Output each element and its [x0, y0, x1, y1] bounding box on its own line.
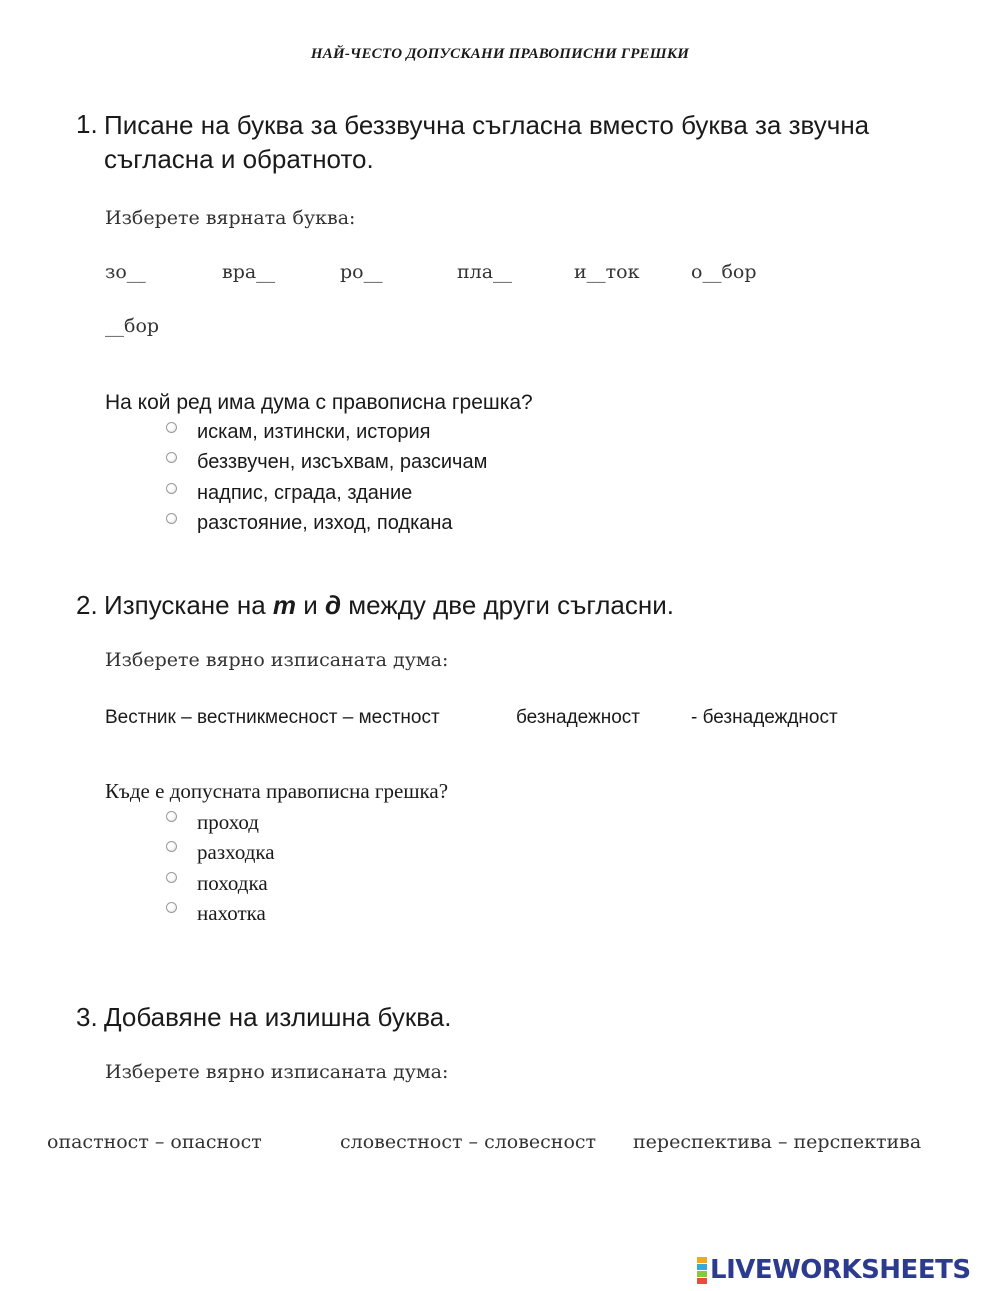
- page-title: НАЙ-ЧЕСТО ДОПУСКАНИ ПРАВОПИСНИ ГРЕШКИ: [310, 46, 690, 62]
- word-choice-2[interactable]: безнадежност: [516, 707, 641, 728]
- section-2-instruction: Изберете вярно изписаната дума:: [105, 649, 449, 671]
- word-choice-6[interactable]: переспектива – перспектива: [633, 1131, 922, 1153]
- fill-blank-3[interactable]: ро__: [340, 261, 383, 283]
- section-1-question: На кой ред има дума с правописна грешка?: [105, 391, 533, 414]
- radio-option-6[interactable]: [166, 841, 177, 852]
- radio-option-7[interactable]: [166, 872, 177, 883]
- fill-blank-6[interactable]: о__бор: [691, 261, 757, 283]
- section-2-question: Къде е допусната правописна грешка?: [105, 779, 449, 803]
- logo-tiles-icon: [697, 1257, 707, 1284]
- logo-tile-i: [697, 1264, 707, 1270]
- logo-text: LIVEWORKSHEETS: [710, 1255, 971, 1285]
- option-5-label: проход: [197, 810, 259, 834]
- heading-part-pre: Изпускане на: [104, 590, 273, 620]
- section-3-heading: Добавяне на излишна буква.: [104, 1002, 452, 1032]
- option-4-label: разстояние, изход, подкана: [197, 512, 453, 534]
- radio-option-3[interactable]: [166, 483, 177, 494]
- radio-option-1[interactable]: [166, 422, 177, 433]
- logo-tile-e: [697, 1278, 707, 1284]
- option-6-label: разходка: [197, 840, 275, 864]
- radio-option-8[interactable]: [166, 902, 177, 913]
- logo-tile-v: [697, 1271, 707, 1277]
- word-choice-5[interactable]: словестност – словесност: [340, 1131, 597, 1153]
- section-1-number: 1.: [76, 109, 98, 139]
- radio-option-2[interactable]: [166, 452, 177, 463]
- fill-blank-1[interactable]: зо__: [105, 261, 146, 283]
- option-3-label: надпис, сграда, здание: [197, 482, 413, 504]
- section-1-heading: Писане на буква за беззвучна съгласна вместо буква за звучна съгласна и обратното.: [104, 110, 870, 174]
- fill-blank-4[interactable]: пла__: [457, 261, 513, 283]
- section-2-number: 2.: [76, 590, 98, 620]
- option-8-label: нахотка: [197, 901, 266, 925]
- word-choice-4[interactable]: опастност – опасност: [47, 1131, 262, 1153]
- section-3-number: 3.: [76, 1002, 98, 1032]
- section-3-instruction: Изберете вярно изписаната дума:: [105, 1061, 449, 1083]
- heading-letter-t: т: [272, 590, 297, 620]
- logo-tile-l: [697, 1257, 707, 1263]
- section-2-heading: [104, 590, 674, 621]
- liveworksheets-logo[interactable]: [697, 1255, 971, 1285]
- option-2-label: беззвучен, изсъхвам, разсичам: [197, 451, 488, 473]
- heading-part-and: и: [296, 590, 325, 620]
- option-7-label: походка: [197, 871, 268, 895]
- radio-option-4[interactable]: [166, 513, 177, 524]
- heading-part-post: между две други съгласни.: [341, 590, 674, 620]
- fill-blank-2[interactable]: вра__: [222, 261, 276, 283]
- option-1-label: искам, изтински, история: [197, 421, 431, 443]
- radio-option-5[interactable]: [166, 811, 177, 822]
- word-choice-3[interactable]: - безнадеждност: [691, 707, 838, 728]
- fill-blank-7[interactable]: __бор: [105, 315, 160, 337]
- word-choice-1[interactable]: Вестник – вестникмесност – местност: [105, 707, 440, 728]
- heading-letter-d: д: [325, 590, 342, 620]
- fill-blank-5[interactable]: и__ток: [574, 261, 640, 283]
- section-1-instruction: Изберете вярната буква:: [105, 207, 356, 229]
